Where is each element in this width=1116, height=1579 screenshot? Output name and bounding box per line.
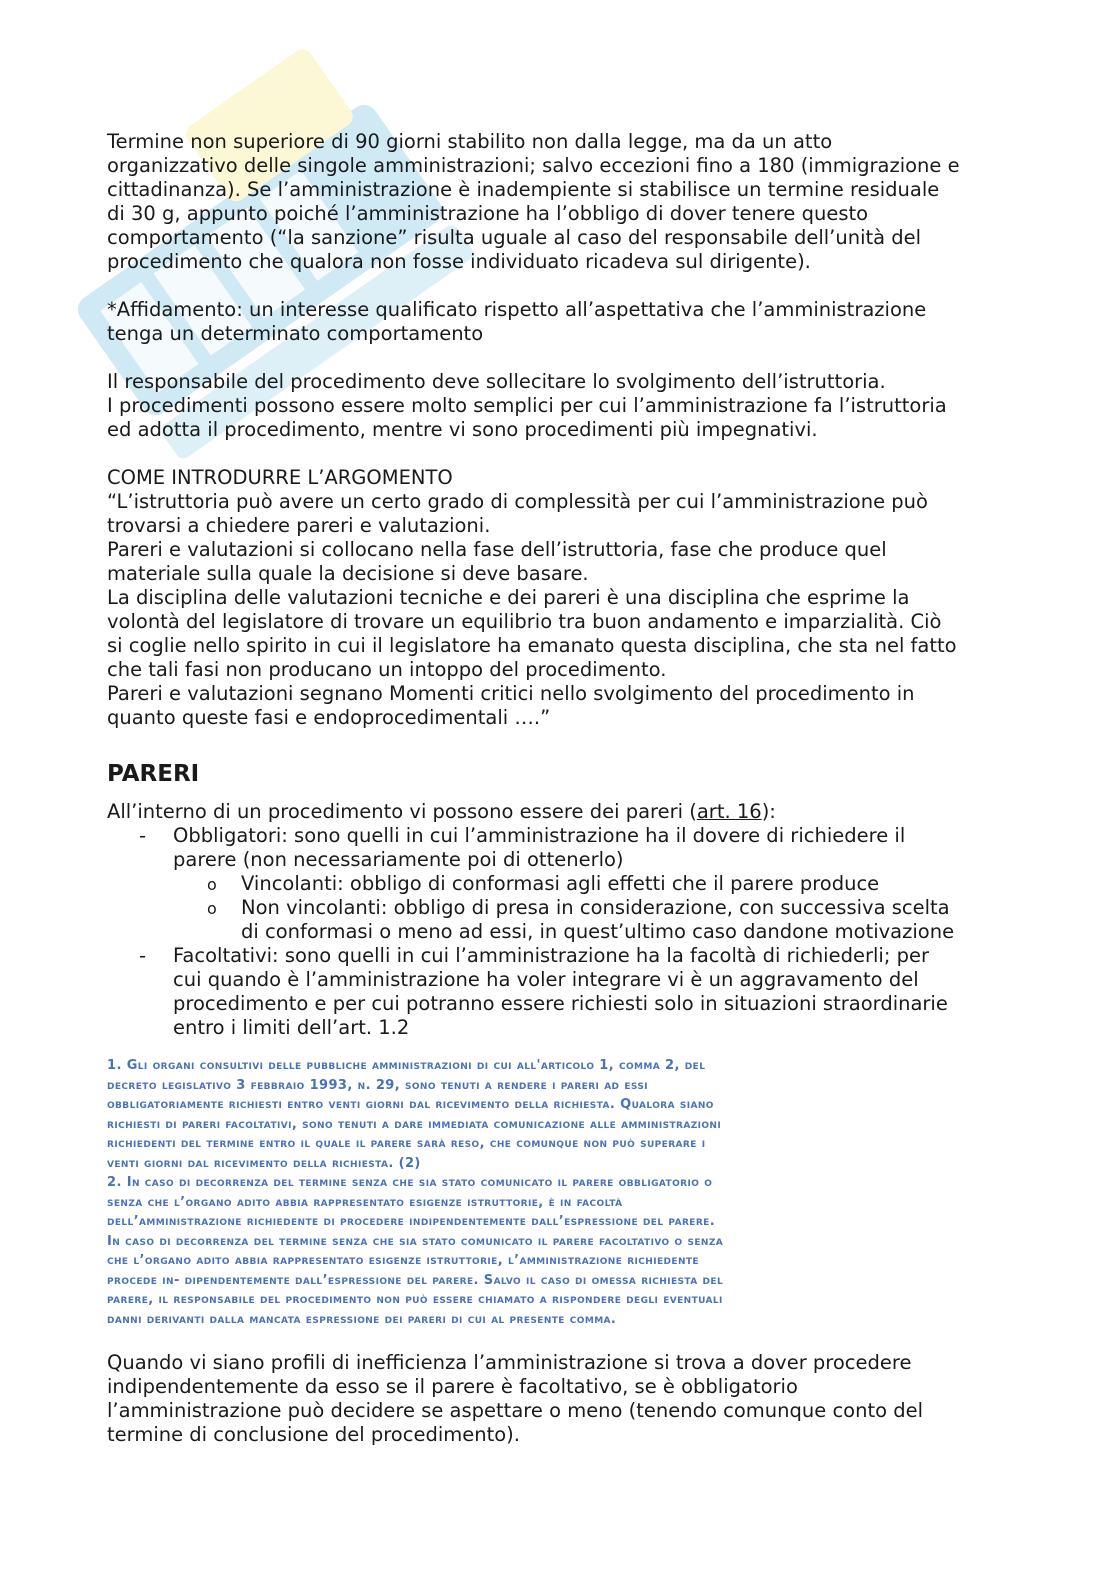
paragraph-responsabile xyxy=(107,370,1007,442)
sublist-obbligatori xyxy=(107,872,1007,944)
law-line: procede in- dipendentemente dall’espressione del parere. Salvo il caso di omessa richiesta del xyxy=(107,1272,724,1288)
text-line: procedimento e per cui potranno essere richiesti solo in situazioni straordinarie xyxy=(173,992,948,1015)
intro-text-after: ): xyxy=(761,800,776,823)
law-line: obbligatoriamente richiesti entro venti giorni dal ricevimento della richiesta. Qualora siano xyxy=(107,1097,714,1112)
text-line: cittadinanza). Se l’amministrazione è inadempiente si stabilisce un termine residuale xyxy=(107,178,940,201)
text-line: l’amministrazione può decidere se aspettare o meno (tenendo comunque conto del xyxy=(107,1399,924,1422)
law-quote-art-16 xyxy=(107,1056,1007,1329)
list-item-facoltativi xyxy=(107,944,1007,1040)
dash-bullet: - xyxy=(139,944,147,967)
text-line: La disciplina delle valutazioni tecniche e dei pareri è una disciplina che esprime la xyxy=(107,586,910,609)
section-intro xyxy=(107,800,1007,824)
intro-text-before: All’interno di un procedimento vi possono essere dei pareri ( xyxy=(107,800,697,823)
text-line: Facoltativi: sono quelli in cui l’amministrazione ha la facoltà di richiederli; per xyxy=(173,944,929,967)
law-line: danni derivanti dalla mancata espressione dei pareri di cui al presente comma. xyxy=(107,1311,617,1327)
text-line: che tali fasi non producano un intoppo del procedimento. xyxy=(107,658,667,681)
text-line: entro i limiti dell’art. 1.2 xyxy=(173,1016,410,1039)
text-line: di conformasi o meno ad essi, in quest’ultimo caso dandone motivazione xyxy=(241,920,955,943)
text-line: procedimento che qualora non fosse individuato ricadeva sul dirigente). xyxy=(107,250,811,273)
text-line: *Affidamento: un interesse qualificato rispetto all’aspettativa che l’amministrazione xyxy=(107,298,927,321)
text-line: Obbligatori: sono quelli in cui l’amministrazione ha il dovere di richiedere il xyxy=(173,824,906,847)
text-line: indipendentemente da esso se il parere è facoltativo, se è obbligatorio xyxy=(107,1375,798,1398)
law-line: venti giorni dal ricevimento della richiesta. (2) xyxy=(107,1155,421,1171)
document-page xyxy=(107,130,1007,1471)
text-line: Pareri e valutazioni si collocano nella fase dell’istruttoria, fase che produce quel xyxy=(107,538,887,561)
text-line: di 30 g, appunto poiché l’amministrazione ha l’obbligo di dover tenere questo xyxy=(107,202,869,225)
text-line: parere (non necessariamente poi di ottenerlo) xyxy=(173,848,624,871)
sublist-item-vincolanti xyxy=(107,872,1007,896)
text-line: volontà del legislatore di trovare un equilibrio tra buon andamento e imparzialità. Ciò xyxy=(107,610,942,633)
law-line: 2. In caso di decorrenza del termine senza che sia stato comunicato il parere obbligatorio o xyxy=(107,1175,713,1190)
law-line: senza che l’organo adito abbia rappresentato esigenze istruttorie, è in facoltà xyxy=(107,1194,623,1210)
text-line: “L’istruttoria può avere un certo grado di complessità per cui l’amministrazione può xyxy=(107,490,928,513)
paragraph-affidamento xyxy=(107,298,1007,346)
text-line: Il responsabile del procedimento deve sollecitare lo svolgimento dell’istruttoria. xyxy=(107,370,886,393)
text-line: COME INTRODURRE L’ARGOMENTO xyxy=(107,466,453,489)
text-line: termine di conclusione del procedimento). xyxy=(107,1423,520,1446)
dash-bullet: - xyxy=(139,824,147,847)
paragraph-introduzione xyxy=(107,466,1007,730)
text-line: tenga un determinato comportamento xyxy=(107,322,484,345)
pareri-list xyxy=(107,824,1007,1040)
law-line: In caso di decorrenza del termine senza che sia stato comunicato il parere facoltativo o senza xyxy=(107,1233,724,1249)
law-line: 1. Gli organi consultivi delle pubbliche amministrazioni di cui all'articolo 1, comma 2, del xyxy=(107,1058,706,1073)
paragraph-conclusione xyxy=(107,1351,1007,1447)
law-line: che l’organo adito abbia rappresentato esigenze istruttorie, l’amministrazione richiedente xyxy=(107,1253,699,1268)
text-line: si coglie nello spirito in cui il legislatore ha emanato questa disciplina, che sta nel fatto xyxy=(107,634,957,657)
text-line: I procedimenti possono essere molto semplici per cui l’amministrazione fa l’istruttoria xyxy=(107,394,947,417)
article-16-link[interactable]: art. 16 xyxy=(696,800,762,823)
text-line: Quando vi siano profili di inefficienza l’amministrazione si trova a dover procedere xyxy=(107,1351,912,1374)
text-line: quanto queste fasi e endoprocedimentali ….” xyxy=(107,706,551,729)
text-line: comportamento (“la sanzione” risulta uguale al caso del responsabile dell’unità del xyxy=(107,226,922,249)
law-line: parere, il responsabile del procedimento non può essere chiamato a rispondere degli eventuali xyxy=(107,1292,723,1307)
text-line: Termine non superiore di 90 giorni stabilito non dalla legge, ma da un atto xyxy=(107,130,833,153)
text-line: Pareri e valutazioni segnano Momenti critici nello svolgimento del procedimento in xyxy=(107,682,915,705)
text-line: trovarsi a chiedere pareri e valutazioni. xyxy=(107,514,491,537)
circle-bullet: o xyxy=(207,899,217,918)
law-line: richiesti di pareri facoltativi, sono tenuti a dare immediata comunicazione alle amministrazioni xyxy=(107,1116,722,1132)
paragraph-termine xyxy=(107,130,1007,274)
list-item-obbligatori xyxy=(107,824,1007,944)
circle-bullet: o xyxy=(207,875,217,894)
law-line: richiedenti del termine entro il quale il parere sarà reso, che comunque non può superare i xyxy=(107,1136,706,1151)
text-line: materiale sulla quale la decisione si deve basare. xyxy=(107,562,589,585)
text-line: Vincolanti: obbligo di conformasi agli effetti che il parere produce xyxy=(241,872,880,895)
law-line: dell’amministrazione richiedente di procedere indipendentemente dall’espressione del parere. xyxy=(107,1214,716,1229)
text-line: Non vincolanti: obbligo di presa in considerazione, con successiva scelta xyxy=(241,896,950,919)
text-line: organizzativo delle singole amministrazioni; salvo eccezioni fino a 180 (immigrazione e xyxy=(107,154,960,177)
sublist-item-non-vincolanti xyxy=(107,896,1007,944)
text-line: cui quando è l’amministrazione ha voler integrare vi è un aggravamento del xyxy=(173,968,919,991)
section-heading-pareri: PARERI xyxy=(107,761,200,787)
law-line: decreto legislativo 3 febbraio 1993, n. 29, sono tenuti a rendere i pareri ad essi xyxy=(107,1077,649,1093)
text-line: ed adotta il procedimento, mentre vi sono procedimenti più impegnativi. xyxy=(107,418,818,441)
